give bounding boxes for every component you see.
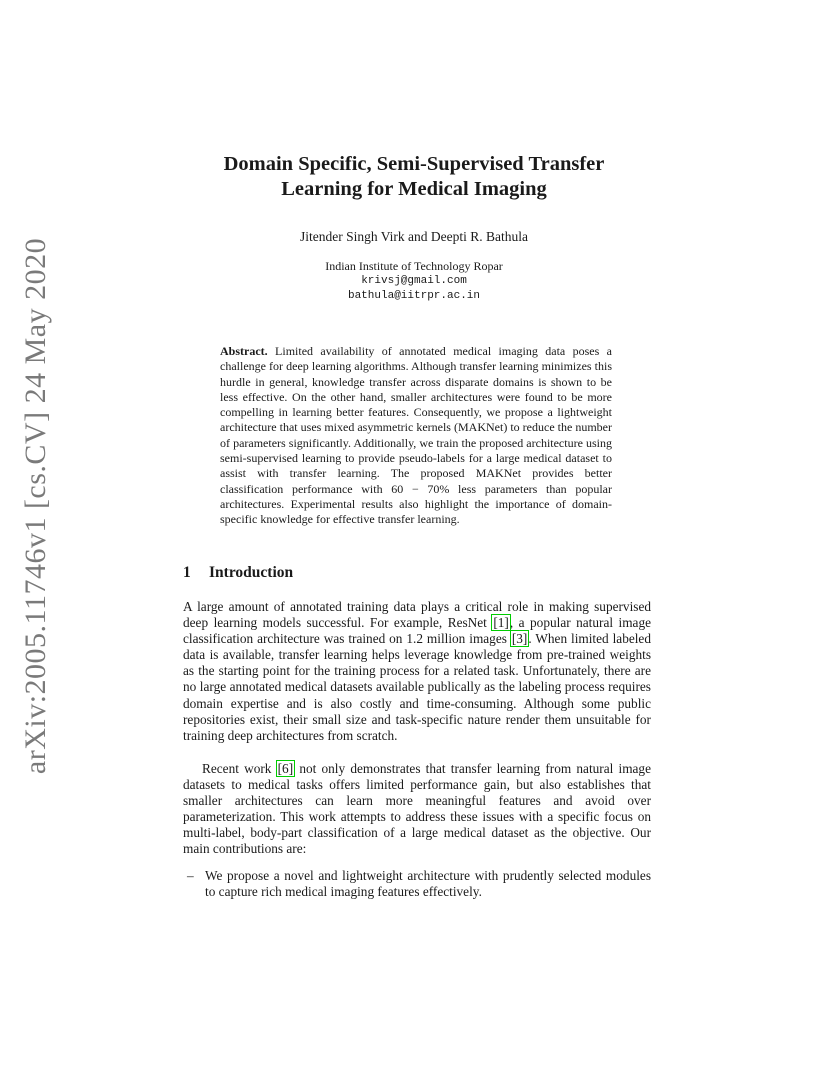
p1-text-c: . When limited labeled data is available, transfer learning helps leverage knowledge from pre-trained weights as the starting point for the training process for a related task. Unfortunately, there are no large annotated medical datasets available publically as the labeling process requires domain expertise and is also costly and time-consuming. Although some public repositories exist, their small size and task-specific nature render them unsuitable for training deep architectures from scratch.	[183, 631, 651, 743]
email-1[interactable]: krivsj@gmail.com	[361, 275, 467, 287]
title-line-1: Domain Specific, Semi-Supervised Transfer	[223, 153, 605, 175]
abstract	[220, 344, 612, 528]
contributions-list	[183, 868, 651, 900]
section-number: 1	[183, 564, 191, 581]
authors: Jitender Singh Virk and Deepti R. Bathula	[299, 229, 529, 244]
title-line-2: Learning for Medical Imaging	[281, 178, 547, 200]
list-marker: –	[187, 868, 194, 883]
intro-paragraph-1	[183, 599, 651, 744]
intro-paragraph-2	[183, 761, 651, 858]
list-item	[183, 868, 651, 900]
citation-link-1[interactable]: [1]	[493, 615, 509, 631]
email-2[interactable]: bathula@iitrpr.ac.in	[347, 290, 481, 302]
affiliation-block	[0, 259, 828, 304]
p1-text-a: A large amount of annotated training data plays a critical role in making supervised deep learning models successful. For example, ResNet	[183, 599, 651, 631]
citation-link-3[interactable]: [3]	[511, 631, 528, 647]
section-title: Introduction	[209, 564, 294, 581]
p2-text-a: Recent work	[202, 761, 277, 776]
p2-text-b: not only demonstrates that transfer learning from natural image datasets to medical tasks offers limited performance gain, but also establishes that smaller architectures can learn more meaningful features and avoid over parameterization. This work attempts to address these issues with a specific focus on multi-label, body-part classification of a large medical dataset as the objective. Our main contributions are:	[183, 761, 651, 857]
arxiv-identifier-stamp: arXiv:2005.11746v1 [cs.CV] 24 May 2020	[19, 237, 52, 775]
list-item-text: We propose a novel and lightweight architecture with prudently selected modules to capture rich medical imaging features effectively.	[205, 868, 651, 900]
citation-link-6[interactable]: [6]	[277, 761, 294, 776]
abstract-text: Limited availability of annotated medical imaging data poses a challenge for deep learning algorithms. Although transfer learning minimizes this hurdle in general, knowledge transfer across disparate domains is shown to be less effective. On the other hand, smaller architectures were found to be more compelling in learning better features. Consequently, we propose a lightweight architecture that uses mixed asymmetric kernels (MAKNet) to reduce the number of parameters significantly. Additionally, we train the proposed architecture using semi-supervised learning to provide pseudo-labels for a large medical dataset to assist with transfer learning. The proposed MAKNet provides better classification performance with 60 − 70% less parameters than popular architectures. Experimental results also highlight the importance of domain-specific knowledge for effective transfer learning.	[220, 344, 613, 527]
p1-text-b: , a popular natural image classification architecture was trained on 1.2 million images	[183, 615, 651, 647]
affiliation: Indian Institute of Technology Ropar	[325, 259, 503, 273]
paper-title	[0, 152, 828, 202]
section-heading	[183, 564, 293, 582]
abstract-label: Abstract.	[220, 344, 268, 358]
